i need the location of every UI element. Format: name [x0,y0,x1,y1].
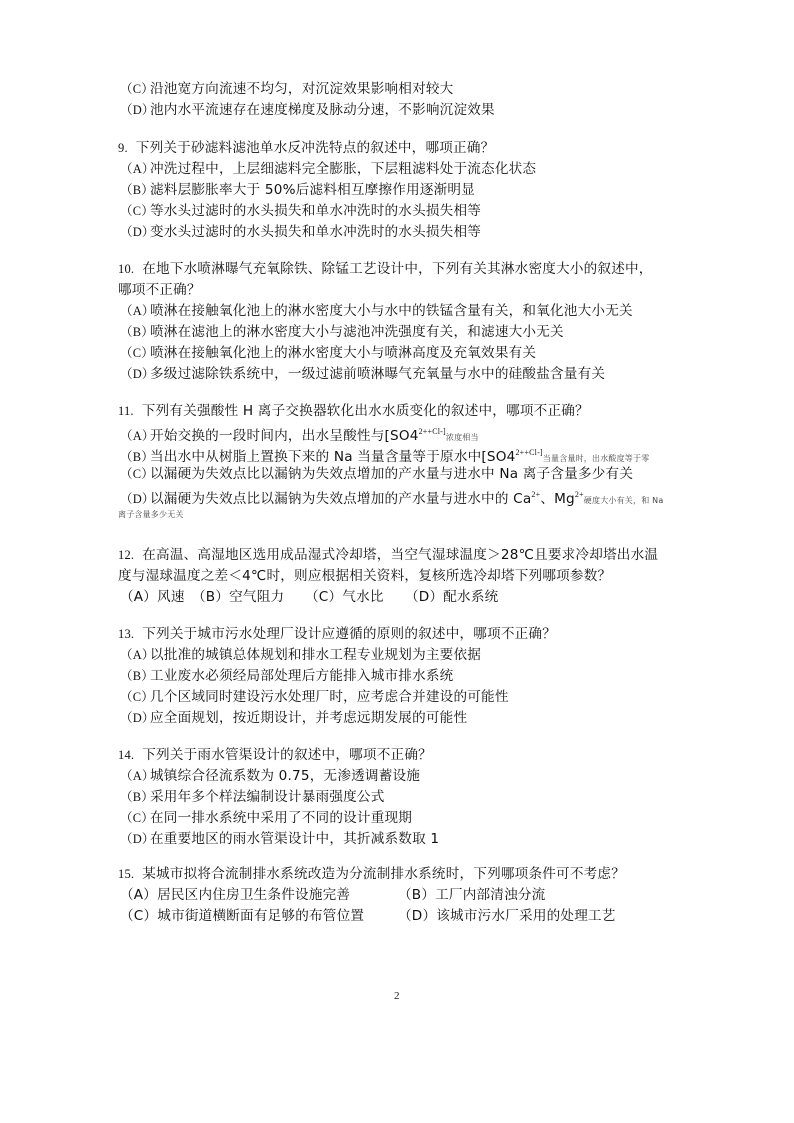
q15-options-row-2 [120,907,616,925]
option-text: 当出水中从树脂上置换下来的 Na 当量含量等于原水中[SO4 [150,449,516,465]
option-label: （B） [120,669,154,683]
q9-option-d [120,223,481,241]
question-text: 下列关于砂滤料滤池单水反冲洗特点的叙述中，哪项正确？ [135,140,495,156]
option-text: 多级过滤除铁系统中，一级过滤前喷淋曝气充氧量与水中的硅酸盐含量有关 [150,366,606,382]
q15-options-row-1 [120,886,545,904]
option-text: 以漏硬为失效点比以漏钠为失效点增加的产水量与进水中的 Ca [150,491,532,507]
option-text: 空气阻力 [229,589,285,605]
option-label: （A） [120,429,155,443]
option-label: （B） [120,183,154,197]
question-number: 15. [118,867,135,881]
option-label: （C） [120,346,154,360]
question-text: 在地下水喷淋曝气充氧除铁、除锰工艺设计中，下列有关其淋水密度大小的叙述中， [142,261,653,277]
question-number: 14. [118,748,135,762]
q14-option-d [120,830,439,848]
question-number: 9. [118,141,128,155]
q12-option-d [405,588,498,606]
option-text: 冲洗过程中，上层细滤料完全膨胀，下层粗滤料处于流态化状态 [150,161,537,177]
option-label: （B） [120,450,154,464]
option-text: 喷淋在接触氧化池上的淋水密度大小与水中的铁锰含量有关，和氧化池大小无关 [150,303,633,319]
question-number: 10. [118,262,135,276]
question-number: 11. [118,404,134,418]
option-label: （B） [120,325,154,339]
option-text: 工业废水必须经局部处理后方能排入城市排水系统 [150,668,454,684]
option-label: （C） [120,690,154,704]
q10-option-a [120,302,633,320]
q11-option-c [120,465,633,483]
q8-option-c [120,80,453,98]
option-text: 喷淋在接触氧化池上的淋水密度大小与喷淋高度及充氧效果有关 [150,345,537,361]
q15-option-c [120,907,398,925]
small-note: 硬度大小有关，和 Na [583,496,664,505]
option-label: （A） [120,648,155,662]
option-label: （B） [398,887,436,903]
q11-stem [118,402,589,420]
superscript: 2+ [574,490,584,499]
q14-stem [118,746,432,764]
option-text: 沿池宽方向流速不均匀，对沉淀效果影响相对较大 [150,81,454,97]
q15-option-d [398,907,616,925]
option-text: 变水头过滤时的水头损失和单水冲洗时的水头损失相等 [150,224,482,240]
option-text: 配水系统 [443,589,499,605]
q13-stem [118,625,556,643]
q10-option-c [120,344,536,362]
question-text: 度与湿球温度之差＜4℃时，则应根据相关资料，复核所选冷却塔下列哪项参数？ [118,568,612,584]
superscript: 2++Cl-] [418,427,446,436]
option-label: （C） [120,82,154,96]
option-label: （B） [120,790,154,804]
option-text: 以批准的城镇总体规划和排水工程专业规划为主要依据 [150,647,482,663]
option-label: （B） [192,589,230,605]
question-number: 12. [118,548,135,562]
option-text: 池内水平流速存在速度梯度及脉动分速，不影响沉淀效果 [150,102,495,118]
option-text: 应全面规划，按近期设计，并考虑远期发展的可能性 [150,710,468,726]
option-text: 几个区域同时建设污水处理厂时，应考虑合并建设的可能性 [150,689,509,705]
question-text: 哪项不正确？ [118,282,201,298]
q10-option-d [120,365,605,383]
option-text: 在重要地区的雨水管渠设计中，其折减系数取 1 [150,831,440,847]
option-text: 采用年多个样法编制设计暴雨强度公式 [150,789,385,805]
option-text: 喷淋在滤池上的淋水密度大小与滤池冲洗强度有关，和滤速大小无关 [150,324,564,340]
option-text: 滤料层膨胀率大于 50%后滤料相互摩擦作用逐渐明显 [150,182,476,198]
question-text: 下列关于城市污水处理厂设计应遵循的原则的叙述中，哪项不正确？ [142,626,557,642]
q12-option-a [120,588,192,606]
q12-options-row [120,588,498,606]
q12-stem-line1 [118,546,658,564]
option-text: 风速 [157,589,185,605]
question-text: 某城市拟将合流制排水系统改造为分流制排水系统时，下列哪项条件可不考虑？ [142,866,626,882]
q15-option-a [120,886,398,904]
q13-option-c [120,688,509,706]
q9-option-c [120,202,481,220]
q14-option-a [120,767,420,785]
q15-option-b [398,886,545,904]
option-label: （A） [120,887,158,903]
option-label: （D） [120,832,155,846]
q13-option-a [120,646,481,664]
question-text: 下列关于雨水管渠设计的叙述中，哪项不正确？ [142,747,432,763]
q8-option-d [120,101,495,119]
option-text: 以漏硬为失效点比以漏钠为失效点增加的产水量与进水中 Na 离子含量多少有关 [150,466,634,482]
option-text-mid: 、Mg [540,491,575,507]
option-label: （D） [120,225,155,239]
question-number: 13. [118,627,135,641]
option-label: （D） [120,711,155,725]
q13-option-b [120,667,453,685]
q14-option-b [120,788,385,806]
option-text: 工厂内部清浊分流 [435,887,546,903]
small-note: 浓度相当 [445,433,479,442]
option-label: （A） [120,769,155,783]
page-number: 2 [394,990,400,1002]
q10-option-b [120,323,564,341]
q15-stem [118,865,625,883]
option-label: （A） [120,162,155,176]
option-text: 该城市污水厂采用的处理工艺 [436,908,616,924]
option-label: （A） [120,589,158,605]
option-text: 开始交换的一段时间内，出水呈酸性与[SO4 [150,428,419,444]
option-text: 城市街道横断面有足够的布管位置 [157,908,365,924]
option-label: （C） [120,467,154,481]
option-label: （D） [120,492,155,506]
q9-stem [118,139,494,157]
superscript: 2++Cl-] [515,448,543,457]
option-label: （D） [120,103,155,117]
option-label: （D） [398,908,437,924]
question-text: 在高温、高湿地区选用成品湿式冷却塔，当空气湿球温度＞28℃且要求冷却塔出水温 [142,547,659,563]
option-text: 城镇综合径流系数为 0.75，无渗透调蓄设施 [150,768,421,784]
q12-stem-line2 [118,567,611,585]
q9-option-b [120,181,475,199]
q13-option-d [120,709,467,727]
option-text: 等水头过滤时的水头损失和单水冲洗时的水头损失相等 [150,203,482,219]
option-label: （C） [305,589,343,605]
option-label: （C） [120,908,158,924]
option-label: （C） [120,204,154,218]
q10-stem-line1 [118,260,653,278]
superscript: 2+ [531,490,541,499]
q9-option-a [120,160,536,178]
option-text: 在同一排水系统中采用了不同的设计重现期 [150,810,413,826]
q10-stem-line2 [118,281,201,299]
q12-option-b [192,588,305,606]
option-label: （D） [120,367,155,381]
option-text: 气水比 [342,589,384,605]
q12-option-c [305,588,405,606]
option-label: （D） [405,589,444,605]
option-label: （C） [120,811,154,825]
q11-option-d-overflow: 离子含量多少无关 [118,510,184,519]
option-label: （A） [120,304,155,318]
option-text: 居民区内住房卫生条件设施完善 [157,887,351,903]
q14-option-c [120,809,412,827]
q11-option-d [120,486,663,510]
question-text: 下列有关强酸性 H 离子交换器软化出水水质变化的叙述中，哪项不正确？ [141,403,589,419]
small-note: 当量含量时，出水酸度等于零 [542,454,650,463]
